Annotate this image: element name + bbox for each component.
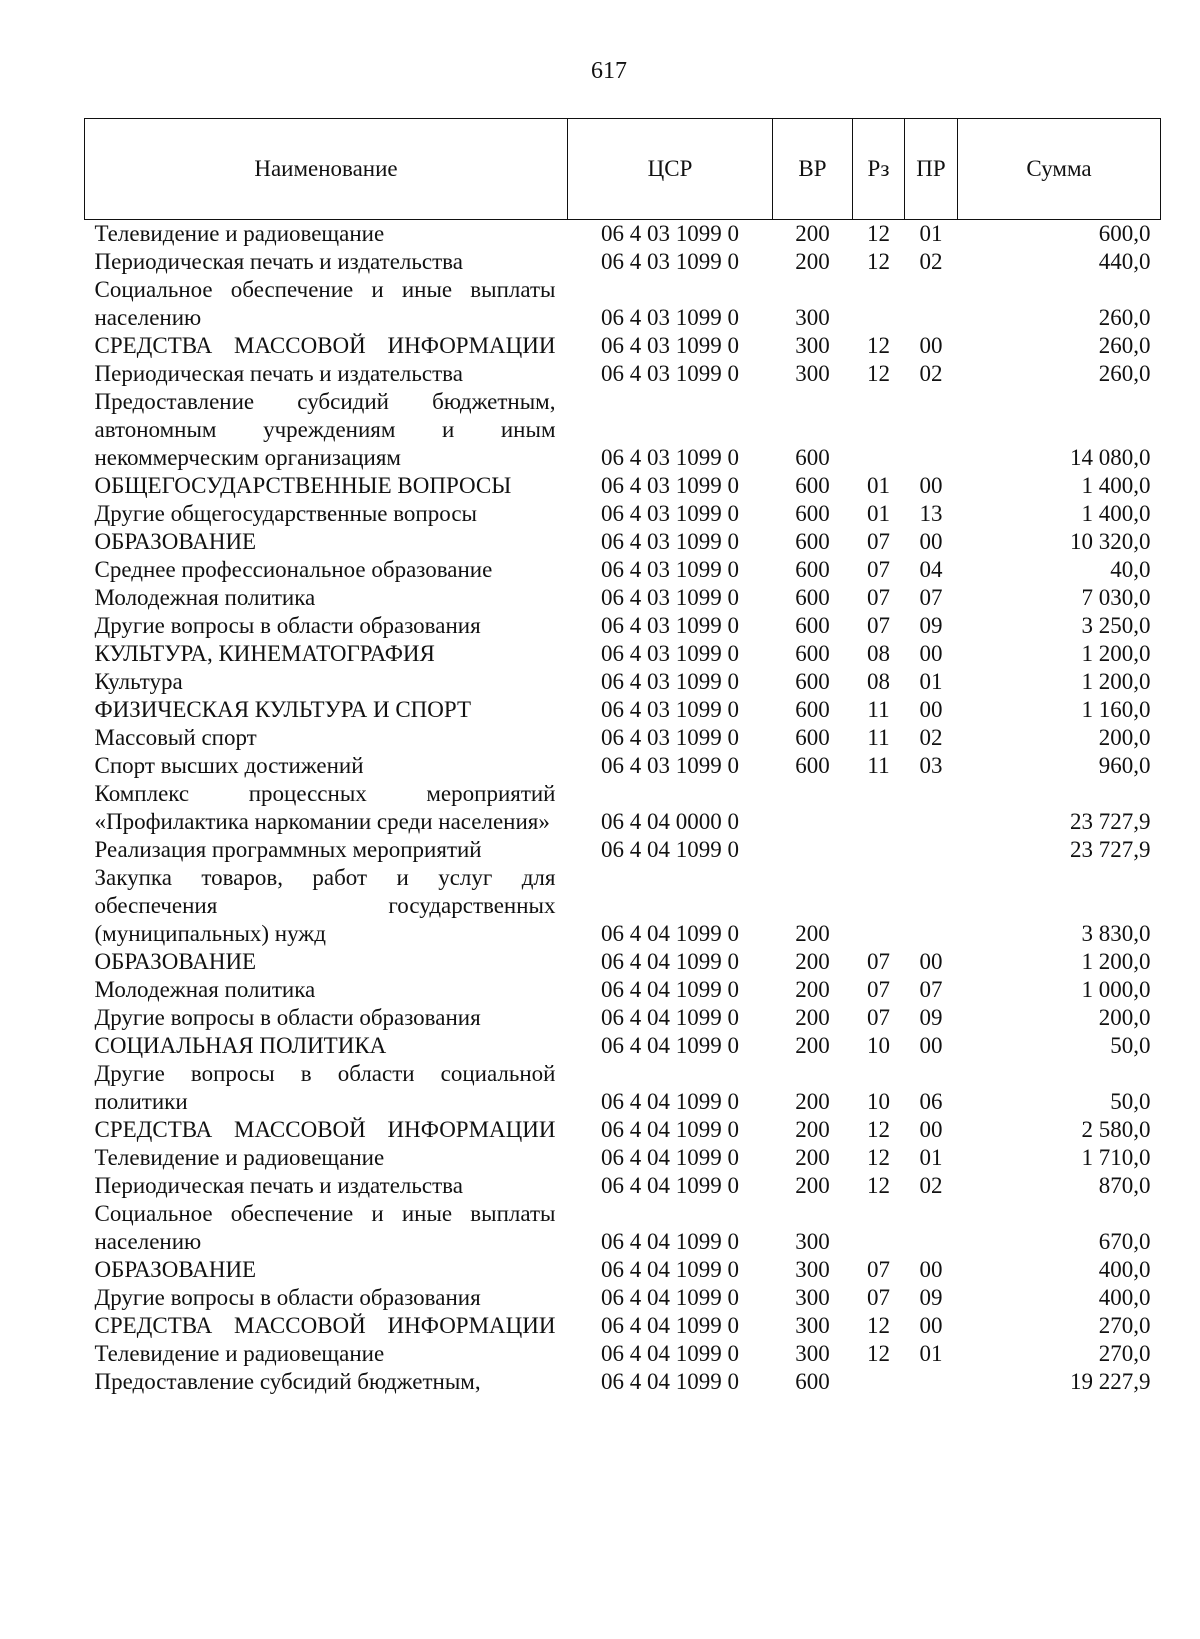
row-csr-cell: 06 4 04 1099 0 (601, 1313, 739, 1338)
row-csr-cell: 06 4 03 1099 0 (601, 529, 739, 554)
row-rz-cell: 12 (867, 361, 890, 386)
row-vr-cell: 200 (795, 1145, 830, 1170)
row-pr-cell: 06 (919, 1089, 943, 1114)
row-name-cell: Периодическая печать и издательства (94, 361, 463, 386)
row-csr-cell: 06 4 03 1099 0 (601, 333, 739, 358)
header-vr: ВР (773, 119, 853, 220)
row-vr-cell: 300 (795, 305, 830, 330)
row-name-cell: Другие вопросы в области социальной политики (94, 1061, 556, 1114)
table-row (85, 612, 1161, 640)
row-rz-cell: 12 (867, 1313, 890, 1338)
row-pr-cell (905, 276, 958, 332)
row-sum-cell: 400,0 (1098, 1257, 1151, 1282)
row-sum-cell: 23 727,9 (1070, 809, 1151, 834)
page-number: 617 (591, 58, 627, 84)
row-rz-cell: 07 (867, 613, 890, 638)
row-vr-cell (773, 836, 853, 864)
row-csr-cell: 06 4 04 1099 0 (601, 837, 739, 862)
header-sum: Сумма (958, 119, 1161, 220)
row-csr-cell: 06 4 03 1099 0 (601, 697, 739, 722)
row-vr-cell: 600 (795, 725, 830, 750)
row-csr-cell: 06 4 04 1099 0 (601, 1341, 739, 1366)
table-row (85, 584, 1161, 612)
row-rz-cell: 07 (867, 1285, 890, 1310)
row-name-cell: Телевидение и радиовещание (94, 221, 385, 246)
row-csr-cell: 06 4 04 1099 0 (601, 1285, 739, 1310)
row-pr-cell: 04 (919, 557, 943, 582)
header-rz: Рз (853, 119, 905, 220)
row-name-cell: СРЕДСТВА МАССОВОЙ ИНФОРМАЦИИ (94, 1313, 556, 1338)
row-sum-cell: 40,0 (1110, 557, 1151, 582)
row-name-cell: Другие вопросы в области образования (94, 1285, 481, 1310)
row-rz-cell: 12 (867, 249, 890, 274)
row-pr-cell: 13 (919, 501, 943, 526)
row-pr-cell: 09 (919, 1005, 943, 1030)
row-name-cell: СРЕДСТВА МАССОВОЙ ИНФОРМАЦИИ (94, 333, 556, 358)
row-name-cell: СРЕДСТВА МАССОВОЙ ИНФОРМАЦИИ (94, 1117, 556, 1142)
row-sum-cell: 870,0 (1098, 1173, 1151, 1198)
row-name-cell: ОБРАЗОВАНИЕ (94, 949, 257, 974)
table-row (85, 388, 1161, 472)
row-pr-cell: 02 (919, 725, 943, 750)
row-pr-cell (905, 1368, 958, 1396)
row-vr-cell: 300 (795, 1341, 830, 1366)
header-pr: ПР (905, 119, 958, 220)
row-vr-cell: 600 (795, 473, 830, 498)
row-rz-cell: 07 (867, 1005, 890, 1030)
row-csr-cell: 06 4 03 1099 0 (601, 641, 739, 666)
row-pr-cell: 02 (919, 249, 943, 274)
row-name-cell: Другие общегосударственные вопросы (94, 501, 477, 526)
row-name-cell: Молодежная политика (94, 977, 316, 1002)
row-pr-cell: 09 (919, 1285, 943, 1310)
row-csr-cell: 06 4 04 1099 0 (601, 921, 739, 946)
row-vr-cell: 200 (795, 1173, 830, 1198)
row-rz-cell: 07 (867, 529, 890, 554)
row-rz-cell: 11 (867, 725, 890, 750)
table-row (85, 668, 1161, 696)
row-csr-cell: 06 4 03 1099 0 (601, 501, 739, 526)
row-vr-cell: 600 (795, 501, 830, 526)
row-name-cell: КУЛЬТУРА, КИНЕМАТОГРАФИЯ (94, 641, 435, 666)
row-rz-cell: 12 (867, 333, 890, 358)
table-row (85, 276, 1161, 332)
row-csr-cell: 06 4 04 1099 0 (601, 1117, 739, 1142)
row-name-cell: Социальное обеспечение и иные выплаты населению (94, 1201, 556, 1254)
row-csr-cell: 06 4 03 1099 0 (601, 361, 739, 386)
table-row (85, 1340, 1161, 1368)
row-rz-cell: 07 (867, 585, 890, 610)
table-row (85, 640, 1161, 668)
row-vr-cell: 300 (795, 1313, 830, 1338)
row-sum-cell: 960,0 (1098, 753, 1151, 778)
row-name-cell: СОЦИАЛЬНАЯ ПОЛИТИКА (94, 1033, 387, 1058)
row-sum-cell: 1 710,0 (1081, 1145, 1151, 1170)
row-csr-cell: 06 4 03 1099 0 (601, 305, 739, 330)
row-pr-cell: 00 (919, 1257, 943, 1282)
row-rz-cell: 12 (867, 1341, 890, 1366)
row-vr-cell: 600 (795, 585, 830, 610)
row-csr-cell: 06 4 03 1099 0 (601, 725, 739, 750)
row-vr-cell: 600 (795, 1369, 830, 1394)
row-sum-cell: 270,0 (1098, 1313, 1151, 1338)
table-row (85, 1144, 1161, 1172)
row-name-cell: Спорт высших достижений (94, 753, 364, 778)
row-sum-cell: 2 580,0 (1081, 1117, 1151, 1142)
row-name-cell: Массовый спорт (94, 725, 257, 750)
table-header-row (85, 119, 1161, 220)
row-rz-cell (853, 780, 905, 836)
row-vr-cell: 600 (795, 753, 830, 778)
row-pr-cell: 01 (919, 1341, 943, 1366)
row-name-cell: Культура (94, 669, 183, 694)
row-vr-cell: 200 (795, 921, 830, 946)
row-pr-cell: 03 (919, 753, 943, 778)
row-pr-cell (905, 836, 958, 864)
table-row (85, 1256, 1161, 1284)
row-sum-cell: 260,0 (1098, 305, 1151, 330)
table-row (85, 332, 1161, 360)
row-pr-cell: 00 (919, 1313, 943, 1338)
row-vr-cell: 200 (795, 1089, 830, 1114)
table-row (85, 1200, 1161, 1256)
row-sum-cell: 600,0 (1098, 221, 1151, 246)
table-row (85, 1368, 1161, 1396)
row-rz-cell: 01 (867, 501, 890, 526)
row-csr-cell: 06 4 04 1099 0 (601, 1229, 739, 1254)
table-row (85, 1032, 1161, 1060)
row-vr-cell: 300 (795, 361, 830, 386)
row-rz-cell: 08 (867, 669, 890, 694)
row-sum-cell: 270,0 (1098, 1341, 1151, 1366)
row-rz-cell: 08 (867, 641, 890, 666)
row-rz-cell: 12 (867, 1117, 890, 1142)
row-name-cell: Закупка товаров, работ и услуг для обеспечения государственных (муниципальных) нужд (94, 865, 556, 946)
row-name-cell: Предоставление субсидий бюджетным, автономным учреждениям и иным некоммерческим организациям (94, 389, 556, 470)
table-row (85, 248, 1161, 276)
table-row (85, 500, 1161, 528)
table-row (85, 1312, 1161, 1340)
row-rz-cell: 12 (867, 1173, 890, 1198)
row-pr-cell (905, 1200, 958, 1256)
row-name-cell: Молодежная политика (94, 585, 316, 610)
table-row (85, 1060, 1161, 1116)
row-vr-cell: 600 (795, 529, 830, 554)
row-vr-cell: 600 (795, 613, 830, 638)
row-vr-cell: 600 (795, 557, 830, 582)
row-csr-cell: 06 4 03 1099 0 (601, 221, 739, 246)
row-csr-cell: 06 4 04 1099 0 (601, 977, 739, 1002)
row-sum-cell: 200,0 (1098, 725, 1151, 750)
row-sum-cell: 50,0 (1110, 1089, 1151, 1114)
row-sum-cell: 1 000,0 (1081, 977, 1151, 1002)
row-pr-cell: 00 (919, 949, 943, 974)
table-row (85, 864, 1161, 948)
row-name-cell: ФИЗИЧЕСКАЯ КУЛЬТУРА И СПОРТ (94, 697, 472, 722)
row-vr-cell: 300 (795, 333, 830, 358)
row-pr-cell: 07 (919, 977, 943, 1002)
row-name-cell: Другие вопросы в области образования (94, 613, 481, 638)
row-sum-cell: 1 400,0 (1081, 501, 1151, 526)
row-vr-cell: 300 (795, 1229, 830, 1254)
row-rz-cell: 10 (867, 1033, 890, 1058)
row-rz-cell: 11 (867, 753, 890, 778)
row-rz-cell: 07 (867, 557, 890, 582)
row-name-cell: Периодическая печать и издательства (94, 249, 463, 274)
row-rz-cell (853, 388, 905, 472)
row-rz-cell (853, 276, 905, 332)
row-sum-cell: 1 400,0 (1081, 473, 1151, 498)
row-sum-cell: 260,0 (1098, 333, 1151, 358)
row-name-cell: Социальное обеспечение и иные выплаты населению (94, 277, 556, 330)
row-name-cell: Периодическая печать и издательства (94, 1173, 463, 1198)
table-body (85, 220, 1161, 1397)
table-row (85, 1004, 1161, 1032)
row-vr-cell: 200 (795, 1117, 830, 1142)
row-vr-cell: 600 (795, 445, 830, 470)
row-csr-cell: 06 4 04 1099 0 (601, 1173, 739, 1198)
row-name-cell: ОБРАЗОВАНИЕ (94, 529, 257, 554)
row-csr-cell: 06 4 03 1099 0 (601, 557, 739, 582)
row-rz-cell: 07 (867, 1257, 890, 1282)
table-row (85, 1116, 1161, 1144)
row-csr-cell: 06 4 04 1099 0 (601, 1089, 739, 1114)
row-name-cell: Телевидение и радиовещание (94, 1145, 385, 1170)
row-sum-cell: 3 830,0 (1081, 921, 1151, 946)
row-rz-cell: 12 (867, 1145, 890, 1170)
row-vr-cell: 200 (795, 1033, 830, 1058)
row-sum-cell: 1 200,0 (1081, 641, 1151, 666)
row-vr-cell: 200 (795, 249, 830, 274)
row-name-cell: Предоставление субсидий бюджетным, (94, 1369, 481, 1394)
header-name: Наименование (85, 119, 568, 220)
row-pr-cell (905, 864, 958, 948)
row-pr-cell: 01 (919, 221, 943, 246)
row-rz-cell (853, 1368, 905, 1396)
row-pr-cell: 00 (919, 333, 943, 358)
table-row (85, 696, 1161, 724)
row-pr-cell: 09 (919, 613, 943, 638)
budget-table (84, 118, 1161, 1396)
row-name-cell: Телевидение и радиовещание (94, 1341, 385, 1366)
row-sum-cell: 260,0 (1098, 361, 1151, 386)
row-csr-cell: 06 4 04 1099 0 (601, 1257, 739, 1282)
row-csr-cell: 06 4 04 1099 0 (601, 1005, 739, 1030)
row-name-cell: Комплекс процессных мероприятий «Профилактика наркомании среди населения» (94, 781, 556, 834)
row-pr-cell: 01 (919, 1145, 943, 1170)
row-vr-cell: 200 (795, 949, 830, 974)
table-row (85, 976, 1161, 1004)
table-row (85, 752, 1161, 780)
row-pr-cell (905, 388, 958, 472)
row-rz-cell (853, 864, 905, 948)
table-row (85, 556, 1161, 584)
row-vr-cell: 600 (795, 669, 830, 694)
row-csr-cell: 06 4 03 1099 0 (601, 585, 739, 610)
row-vr-cell: 200 (795, 977, 830, 1002)
table-row (85, 836, 1161, 864)
row-name-cell: Реализация программных мероприятий (94, 837, 482, 862)
row-sum-cell: 400,0 (1098, 1285, 1151, 1310)
row-sum-cell: 10 320,0 (1070, 529, 1151, 554)
row-pr-cell: 00 (919, 1033, 943, 1058)
row-pr-cell: 02 (919, 1173, 943, 1198)
row-name-cell: Другие вопросы в области образования (94, 1005, 481, 1030)
row-pr-cell: 00 (919, 1117, 943, 1142)
row-rz-cell (853, 836, 905, 864)
table-row (85, 360, 1161, 388)
row-sum-cell: 200,0 (1098, 1005, 1151, 1030)
row-vr-cell (773, 780, 853, 836)
row-sum-cell: 1 160,0 (1081, 697, 1151, 722)
table-row (85, 220, 1161, 249)
row-sum-cell: 7 030,0 (1081, 585, 1151, 610)
row-rz-cell: 12 (867, 221, 890, 246)
row-csr-cell: 06 4 04 1099 0 (601, 1033, 739, 1058)
row-pr-cell: 01 (919, 669, 943, 694)
row-sum-cell: 23 727,9 (1070, 837, 1151, 862)
table-row (85, 724, 1161, 752)
row-pr-cell (905, 780, 958, 836)
row-csr-cell: 06 4 04 1099 0 (601, 1369, 739, 1394)
row-csr-cell: 06 4 04 1099 0 (601, 949, 739, 974)
row-vr-cell: 600 (795, 641, 830, 666)
row-vr-cell: 300 (795, 1285, 830, 1310)
row-csr-cell: 06 4 04 0000 0 (601, 809, 739, 834)
table-row (85, 948, 1161, 976)
row-sum-cell: 3 250,0 (1081, 613, 1151, 638)
row-pr-cell: 07 (919, 585, 943, 610)
row-vr-cell: 600 (795, 697, 830, 722)
row-rz-cell: 11 (867, 697, 890, 722)
row-csr-cell: 06 4 03 1099 0 (601, 613, 739, 638)
row-pr-cell: 02 (919, 361, 943, 386)
row-csr-cell: 06 4 04 1099 0 (601, 1145, 739, 1170)
row-csr-cell: 06 4 03 1099 0 (601, 249, 739, 274)
table-row (85, 1284, 1161, 1312)
row-sum-cell: 19 227,9 (1070, 1369, 1151, 1394)
row-csr-cell: 06 4 03 1099 0 (601, 669, 739, 694)
row-sum-cell: 1 200,0 (1081, 949, 1151, 974)
table-row (85, 1172, 1161, 1200)
row-name-cell: Среднее профессиональное образование (94, 557, 493, 582)
row-rz-cell: 10 (867, 1089, 890, 1114)
row-pr-cell: 00 (919, 473, 943, 498)
row-sum-cell: 50,0 (1110, 1033, 1151, 1058)
row-vr-cell: 200 (795, 1005, 830, 1030)
row-vr-cell: 200 (795, 221, 830, 246)
row-pr-cell: 00 (919, 529, 943, 554)
header-csr: ЦСР (568, 119, 773, 220)
row-sum-cell: 1 200,0 (1081, 669, 1151, 694)
row-pr-cell: 00 (919, 697, 943, 722)
row-csr-cell: 06 4 03 1099 0 (601, 753, 739, 778)
row-rz-cell (853, 1200, 905, 1256)
row-csr-cell: 06 4 03 1099 0 (601, 473, 739, 498)
row-csr-cell: 06 4 03 1099 0 (601, 445, 739, 470)
row-vr-cell: 300 (795, 1257, 830, 1282)
table-row (85, 528, 1161, 556)
row-pr-cell: 00 (919, 641, 943, 666)
row-rz-cell: 01 (867, 473, 890, 498)
row-sum-cell: 440,0 (1098, 249, 1151, 274)
row-rz-cell: 07 (867, 949, 890, 974)
row-sum-cell: 670,0 (1098, 1229, 1151, 1254)
table-row (85, 780, 1161, 836)
row-sum-cell: 14 080,0 (1070, 445, 1151, 470)
table-row (85, 472, 1161, 500)
row-rz-cell: 07 (867, 977, 890, 1002)
row-name-cell: ОБЩЕГОСУДАРСТВЕННЫЕ ВОПРОСЫ (94, 473, 512, 498)
row-name-cell: ОБРАЗОВАНИЕ (94, 1257, 257, 1282)
